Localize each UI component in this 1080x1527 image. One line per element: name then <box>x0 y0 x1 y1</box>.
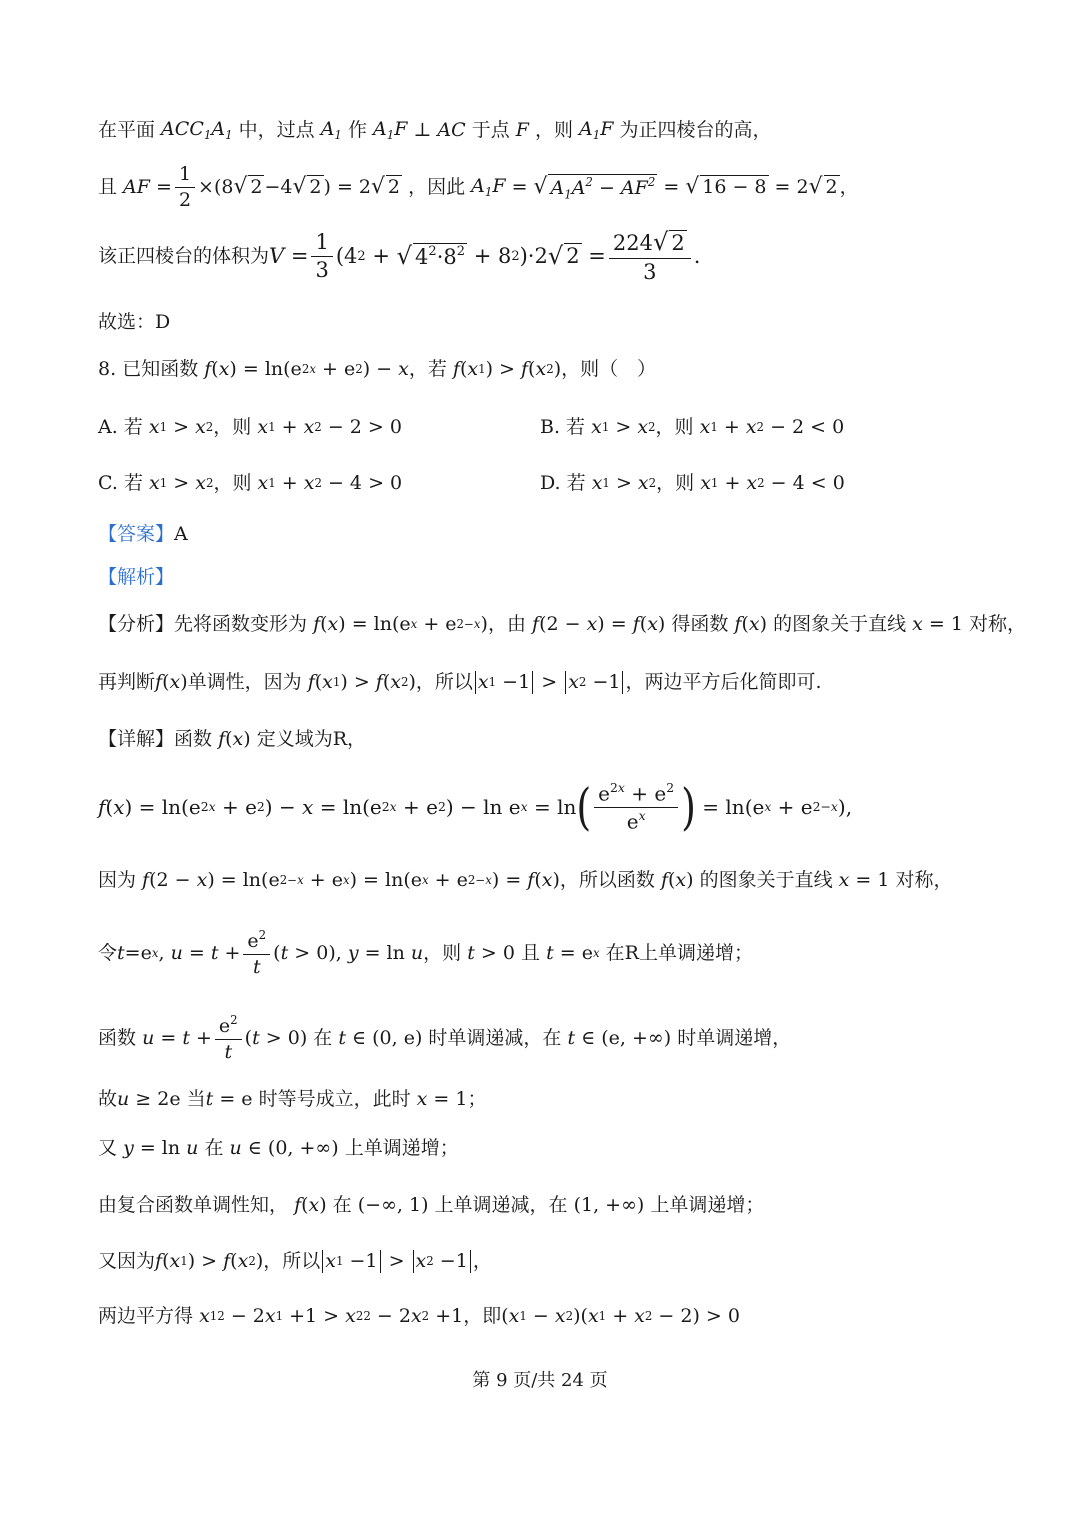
xiangjie-line-9: 又因为 f ( x 1 ) > f ( x 2 ) ，所以 x 1 −1 > x 2 −1 ， <box>98 1250 492 1272</box>
text: ， <box>472 1250 492 1272</box>
fraction: $\frac{1}{2}$ <box>175 163 195 212</box>
text: 在 <box>204 1137 224 1159</box>
text: ，则 <box>423 942 462 965</box>
text: ，所以 <box>415 671 473 693</box>
text: 的图象关于直线 <box>773 613 907 635</box>
answer-tag: 【答案】 <box>98 523 175 545</box>
text: ，所以 <box>263 1250 321 1272</box>
fenxi-tag: 【分析】 <box>98 613 175 635</box>
question-number: 8. <box>98 358 117 380</box>
text: 函数 <box>98 1027 137 1050</box>
xiangjie-line-2: f ( x ) = ln(e 2x + e 2 ) − x = ln(e 2x + e 2 ) − ln e x = ln ( $\frac{e^{2x} + e^2}{e^x}$ ) = ln(e x + e 2−x ), <box>98 778 853 836</box>
text: 上单调递增； <box>650 1194 765 1216</box>
text: 函数 <box>174 728 213 750</box>
option-c[interactable]: C. 若 x 1 > x 2 ，则 x 1 + x 2 − 4 > 0 <box>98 472 403 494</box>
text: C. 若 <box>98 472 143 494</box>
xiangjie-line-6: 故 u ≥ 2e 当 t = e 时等号成立，此时 x = 1 ； <box>98 1088 487 1110</box>
xiangjie-line-3: 因为 f (2 − x ) = ln(e 2−x + e x ) = ln(e x + e 2−x ) = f ( x ) ，所以函数 f ( x ) 的图象关于直线 x = 1 对称， <box>98 869 953 891</box>
fenxi-line-1: 【分析】 先将函数变形为 f ( x ) = ln(e x + e 2−x ) ，由 f (2 − x ) = f ( x ) 得函数 f ( x ) 的图象关于直线 x = 1 对称， <box>98 613 1026 635</box>
text: 已知函数 <box>122 358 199 380</box>
fenxi-line-2: 再判断 f ( x ) 单调性，因为 f ( x 1 ) > f ( x 2 ) ，所以 x 1 −1 > x 2 −1 ，两边平方后化简即可. <box>98 671 822 693</box>
xiangjie-line-10: 两边平方得 x 1 2 − 2 x 1 +1 > x 2 2 − 2 x 2 +1 ，即 ( x 1 − x 2 )( x 1 + x 2 − 2) > 0 <box>98 1305 740 1327</box>
text: D. 若 <box>540 472 586 494</box>
xiangjie-tag: 【详解】 <box>98 728 175 750</box>
text: ，由 <box>487 613 526 635</box>
text: 为正四棱台的高， <box>619 118 772 141</box>
text: 的图象关于直线 <box>699 869 833 891</box>
text: 且 <box>98 175 118 198</box>
text: 故 <box>98 1088 118 1110</box>
xiangjie-line-7: 又 y = ln u 在 u ∈ (0, +∞) 上单调递增； <box>98 1137 459 1159</box>
intro-line: 在平面 $ACC_1A_1$ 中，过点 $A_1$ 作 $A_1F$ ⊥ AC 于点 F ，则 $A_1F$ 为正四棱台的高， <box>98 118 772 143</box>
text: 时单调递增， <box>677 1027 792 1050</box>
page-footer: 第 9 页/共 24 页 <box>472 1370 608 1391</box>
text: 在R上单调递增； <box>605 942 753 965</box>
text: 对称， <box>968 613 1026 635</box>
text: ，所以函数 <box>559 869 655 891</box>
text: 时等号成立，此时 <box>258 1088 411 1110</box>
text: 因为 <box>98 869 137 891</box>
text: 上单调递减，在 <box>434 1194 568 1216</box>
xiangjie-line-5: 函数 u = t + $\frac{e^2}{t}$ ( t > 0) 在 t ∈ (0, e) 时单调递减，在 t ∈ (e, +∞) 时单调递增， <box>98 1013 792 1064</box>
text: 由复合函数单调性知， <box>98 1194 289 1216</box>
option-d[interactable]: D. 若 x 1 > x 2 ，则 x 1 + x 2 − 4 < 0 <box>540 472 845 494</box>
q7-answer: 故选：D <box>98 311 171 333</box>
volume-line: 该正四棱台的体积为 V = $\frac{1}{3}$ (4 2 + √ $4^2\cdot 8^2$ + 8 2 )·2 √ 2 = $\frac{224√ 2}{3}$ . <box>98 228 701 284</box>
text: B. 若 <box>540 416 586 438</box>
text: 又因为 <box>98 1250 156 1272</box>
text: ，则 <box>213 416 252 438</box>
text: 于点 <box>471 118 510 141</box>
option-a[interactable]: A. 若 x 1 > x 2 ，则 x 1 + x 2 − 2 > 0 <box>98 416 402 438</box>
text: 再判断 <box>98 671 156 693</box>
text: ，则 <box>213 472 252 494</box>
text: ，因此 <box>408 175 466 198</box>
text: 两边平方得 <box>98 1305 194 1327</box>
af-line: 且 AF = $\frac{1}{2}$ ×(8 √ 2 −4 √ 2 ) = 2 √ 2 ，因此 $A_1F$ = √ $A_1A^2 - AF^2$ = √ 16 − 8 = 2 √ 2 ， <box>98 163 859 211</box>
text: 在 <box>332 1194 352 1216</box>
text: ，则 <box>534 118 573 141</box>
text: 时单调递减，在 <box>428 1027 562 1050</box>
text: 先将函数变形为 <box>174 613 308 635</box>
q8-stem: 8. 已知函数 f ( x ) = ln(e 2x + e 2 ) − x ，若 f ( x 1 ) > f ( x 2 ) ，则（ ） <box>98 358 657 380</box>
text: 单调性，因为 <box>187 671 302 693</box>
text: 在 <box>313 1027 333 1050</box>
text: ，即 <box>463 1305 502 1327</box>
text: 得函数 <box>671 613 729 635</box>
text: 令 <box>98 942 118 965</box>
answer-value: A <box>174 523 188 545</box>
text: 上单调递增； <box>344 1137 459 1159</box>
analysis-tag: 【解析】 <box>98 566 175 588</box>
text: ； <box>467 1088 487 1110</box>
text: 且 <box>521 942 541 965</box>
text: ，则 <box>656 472 695 494</box>
text: 定义域为R， <box>256 728 367 750</box>
text: A. 若 <box>98 416 143 438</box>
text: 该正四棱台的体积为 <box>98 245 270 268</box>
xiangjie-line-8: 由复合函数单调性知， f ( x ) 在 (−∞, 1) 上单调递减，在 (1, +∞) 上单调递增； <box>98 1194 765 1216</box>
text: ，则（ ） <box>561 358 657 380</box>
text: ，若 <box>408 358 447 380</box>
text: ， <box>839 175 859 198</box>
text: 对称， <box>895 869 953 891</box>
text: 又 <box>98 1137 118 1159</box>
text: 当 <box>186 1088 206 1110</box>
option-b[interactable]: B. 若 x 1 > x 2 ，则 x 1 + x 2 − 2 < 0 <box>540 416 845 438</box>
text: ，则 <box>655 416 694 438</box>
text: 在平面 <box>98 118 156 141</box>
xiangjie-line-4: 令 t =e x , u = t + $\frac{e^2}{t}$ ( t > 0), y = ln u ，则 t > 0 且 t = e x 在R上单调递增； <box>98 928 753 979</box>
text: 中，过点 <box>238 118 315 141</box>
text: ，两边平方后化简即可. <box>625 671 822 693</box>
xiangjie-line-1: 【详解】 函数 f ( x ) 定义域为R， <box>98 728 367 750</box>
text: 作 <box>347 118 367 141</box>
answer-line <box>98 523 188 546</box>
